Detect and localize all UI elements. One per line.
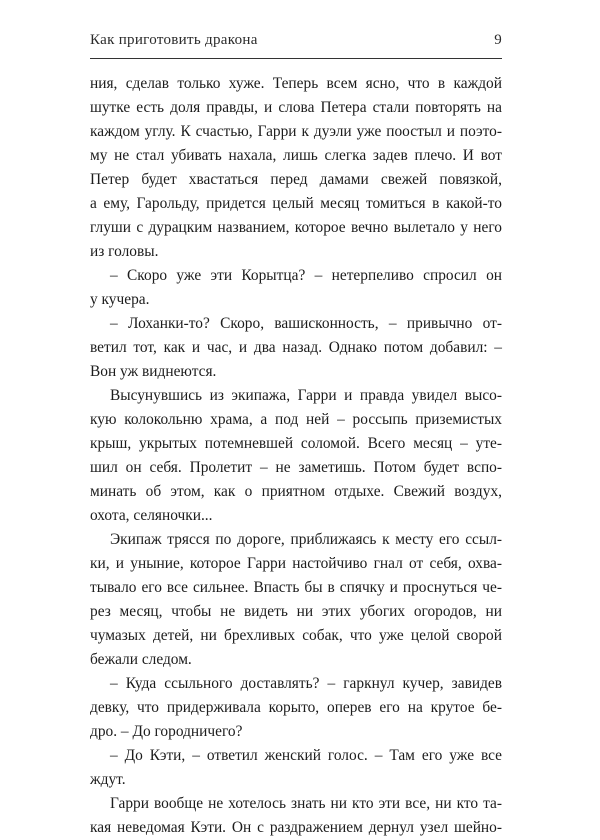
paragraph (90, 792, 502, 840)
text-line: – Лоханки-то? Скоро, вашисконность, – привычно от- (110, 315, 502, 332)
text-line: му не стал убивать нахала, лишь слегка задев плечо. И вот (90, 147, 502, 164)
text-line: охота, селяночки... (90, 507, 213, 524)
text-line: из головы. (90, 243, 159, 260)
running-head (90, 32, 502, 49)
text-line: – До Кэти, – ответил женский голос. – Там его уже все (110, 747, 502, 764)
header-rule (90, 58, 502, 59)
paragraph (90, 72, 502, 264)
text-line: Гарри вообще не хотелось знать ни кто эти все, ни кто та- (110, 795, 502, 812)
text-line: девку, что придерживала корыто, оперев его на крутое бе- (90, 699, 502, 716)
text-line: ветил тот, как и час, и два назад. Однако потом добавил: – (90, 339, 502, 356)
paragraph (90, 264, 502, 312)
chapter-title: Как приготовить дракона (90, 32, 258, 48)
text-line: Петер будет хвастаться перед дамами свежей повязкой, (90, 171, 502, 188)
text-line: ния, сделав только хуже. Теперь всем ясно, что в каждой (90, 75, 502, 92)
text-line: – Скоро уже эти Корытца? – нетерпеливо спросил он (110, 267, 502, 284)
text-line: каждом углу. К счастью, Гарри к дуэли уже поостыл и поэто- (90, 123, 502, 140)
text-line: Экипаж трясся по дороге, приближаясь к месту его ссыл- (110, 531, 502, 548)
paragraph (90, 672, 502, 744)
text-line: ки, и уныние, которое Гарри настойчиво гнал от себя, охва- (90, 555, 502, 572)
text-line: кая неведомая Кэти. Он с раздражением дернул узел шейно- (90, 819, 502, 836)
page-number: 9 (494, 32, 502, 48)
text-line: у кучера. (90, 291, 150, 308)
paragraph (90, 528, 502, 672)
paragraph (90, 312, 502, 384)
text-line: а ему, Гарольду, придется целый месяц томиться в какой-то (90, 195, 502, 212)
text-line: Вон уж виднеются. (90, 363, 217, 380)
paragraph (90, 744, 502, 792)
text-line: чумазых детей, ни брехливых собак, что уже целой сворой (90, 627, 502, 644)
text-line: минать об этом, как о приятном отдыхе. Свежий воздух, (90, 483, 502, 500)
text-line: Высунувшись из экипажа, Гарри и правда увидел высо- (110, 387, 502, 404)
text-line: крыш, укрытых потемневшей соломой. Всего месяц – уте- (90, 435, 502, 452)
text-line: дро. – До городничего? (90, 723, 243, 740)
text-line: глуши с дурацким названием, которое вечно вылетало у него (90, 219, 502, 236)
text-line: ждут. (90, 771, 126, 788)
text-line: рез месяц, чтобы не видеть ни этих убогих огородов, ни (90, 603, 502, 620)
text-line: шутке есть доля правды, и слова Петера стали повторять на (90, 99, 502, 116)
text-line: шил он себя. Пролетит – не заметишь. Потом будет вспо- (90, 459, 502, 476)
paragraph (90, 384, 502, 528)
body-text (90, 72, 502, 840)
text-line: кую колокольню храма, а под ней – россыпь приземистых (90, 411, 502, 428)
text-line: бежали следом. (90, 651, 192, 668)
text-line: тывало его все сильнее. Впасть бы в спячку и проснуться че- (90, 579, 502, 596)
text-line: – Куда ссыльного доставлять? – гаркнул кучер, завидев (110, 675, 502, 692)
